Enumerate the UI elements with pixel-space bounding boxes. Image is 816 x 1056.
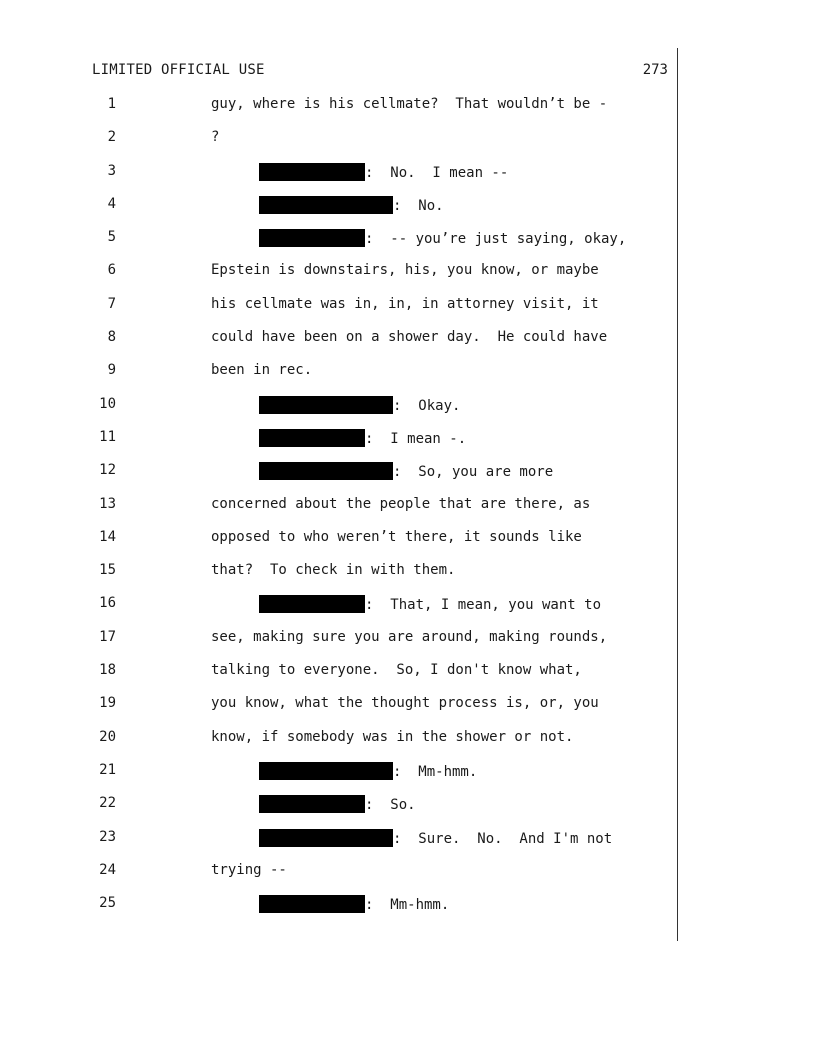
line-content: : Mm-hmm. [365,897,450,914]
redacted-speaker-name [259,829,393,847]
line-text [211,96,607,112]
line-number: 5 [107,229,116,246]
line-content: that? To check in with them. [211,562,456,579]
line-content: could have been on a shower day. He could have [211,329,608,346]
line-content: Epstein is downstairs, his, you know, or maybe [211,262,599,279]
classification-marking: LIMITED OFFICIAL USE [92,62,265,78]
redacted-speaker-name [259,396,393,414]
line-number: 14 [99,528,116,545]
transcript-line [0,795,816,828]
transcript-line [0,662,816,695]
line-text [259,429,466,447]
transcript-line [0,96,816,129]
line-number: 25 [99,895,116,912]
redacted-speaker-name [259,462,393,480]
line-number: 12 [99,462,116,479]
line-number: 2 [107,129,116,146]
transcript-line [0,262,816,295]
line-content: : Sure. No. And I'm not [393,830,613,847]
redacted-speaker-name [259,163,365,181]
transcript-line [0,296,816,329]
line-content: you know, what the thought process is, or, you [211,695,599,712]
redacted-speaker-name [259,595,365,613]
line-number: 13 [99,495,116,512]
line-number: 18 [99,662,116,679]
line-number: 4 [107,195,116,212]
line-content: : I mean -. [365,430,467,447]
transcript-line [0,496,816,529]
line-text [259,795,416,813]
line-text [211,862,287,878]
line-text [211,329,607,345]
line-text [259,196,444,214]
line-number: 1 [107,96,116,112]
line-number: 17 [99,628,116,645]
line-content: trying -- [211,861,287,878]
redacted-speaker-name [259,895,365,913]
line-content: : -- you’re just saying, okay, [365,231,627,248]
line-text [211,296,599,312]
transcript-body [0,96,816,928]
line-text [259,163,508,181]
transcript-line [0,562,816,595]
transcript-line [0,196,816,229]
line-text [211,695,599,711]
line-number: 21 [99,761,116,778]
transcript-line [0,762,816,795]
transcript-line [0,229,816,262]
line-text [211,529,582,545]
line-content: ? [211,129,220,146]
transcript-line [0,529,816,562]
transcript-line [0,462,816,495]
redacted-speaker-name [259,196,393,214]
line-content: his cellmate was in, in, in attorney visit, it [211,295,599,312]
line-number: 23 [99,828,116,845]
transcript-line [0,862,816,895]
line-text [211,262,599,278]
line-text [211,496,590,512]
line-content: : Mm-hmm. [393,763,478,780]
line-number: 19 [99,695,116,712]
page-number: 273 [642,62,668,78]
line-text [211,629,607,645]
line-number: 24 [99,861,116,878]
line-number: 9 [107,362,116,379]
redacted-speaker-name [259,795,365,813]
line-text [211,562,455,578]
line-number: 11 [99,428,116,445]
transcript-line [0,629,816,662]
line-content: : That, I mean, you want to [365,597,602,614]
transcript-line [0,362,816,395]
line-content: opposed to who weren’t there, it sounds like [211,528,582,545]
transcript-line [0,695,816,728]
transcript-line [0,396,816,429]
line-text [211,362,312,378]
transcript-line [0,329,816,362]
line-content: : Okay. [393,397,461,414]
transcript-line [0,129,816,162]
line-number: 22 [99,795,116,812]
transcript-line [0,895,816,928]
transcript-line [0,729,816,762]
line-content: guy, where is his cellmate? That wouldn’t be - [211,96,608,112]
line-number: 6 [107,262,116,279]
transcript-line [0,829,816,862]
line-content: : No. I mean -- [365,164,509,181]
line-content: been in rec. [211,362,313,379]
line-number: 8 [107,329,116,346]
line-content: see, making sure you are around, making rounds, [211,628,608,645]
line-text [259,595,601,613]
line-text [259,462,553,480]
line-number: 20 [99,728,116,745]
transcript-line [0,163,816,196]
line-text [259,396,460,414]
line-content: : No. [393,197,444,214]
line-content: concerned about the people that are there, as [211,495,591,512]
transcript-line [0,429,816,462]
line-number: 16 [99,595,116,612]
redacted-speaker-name [259,229,365,247]
redacted-speaker-name [259,429,365,447]
line-content: : So, you are more [393,464,554,481]
line-text [259,762,477,780]
line-number: 10 [99,395,116,412]
line-text [211,729,573,745]
line-text [259,229,626,247]
line-content: : So. [365,797,416,814]
line-text [259,895,449,913]
line-text [259,829,612,847]
line-number: 15 [99,562,116,579]
line-content: know, if somebody was in the shower or not. [211,728,574,745]
line-number: 7 [107,295,116,312]
line-text [211,129,219,145]
redacted-speaker-name [259,762,393,780]
line-content: talking to everyone. So, I don't know what, [211,662,582,679]
line-text [211,662,582,678]
line-number: 3 [107,162,116,179]
transcript-line [0,595,816,628]
